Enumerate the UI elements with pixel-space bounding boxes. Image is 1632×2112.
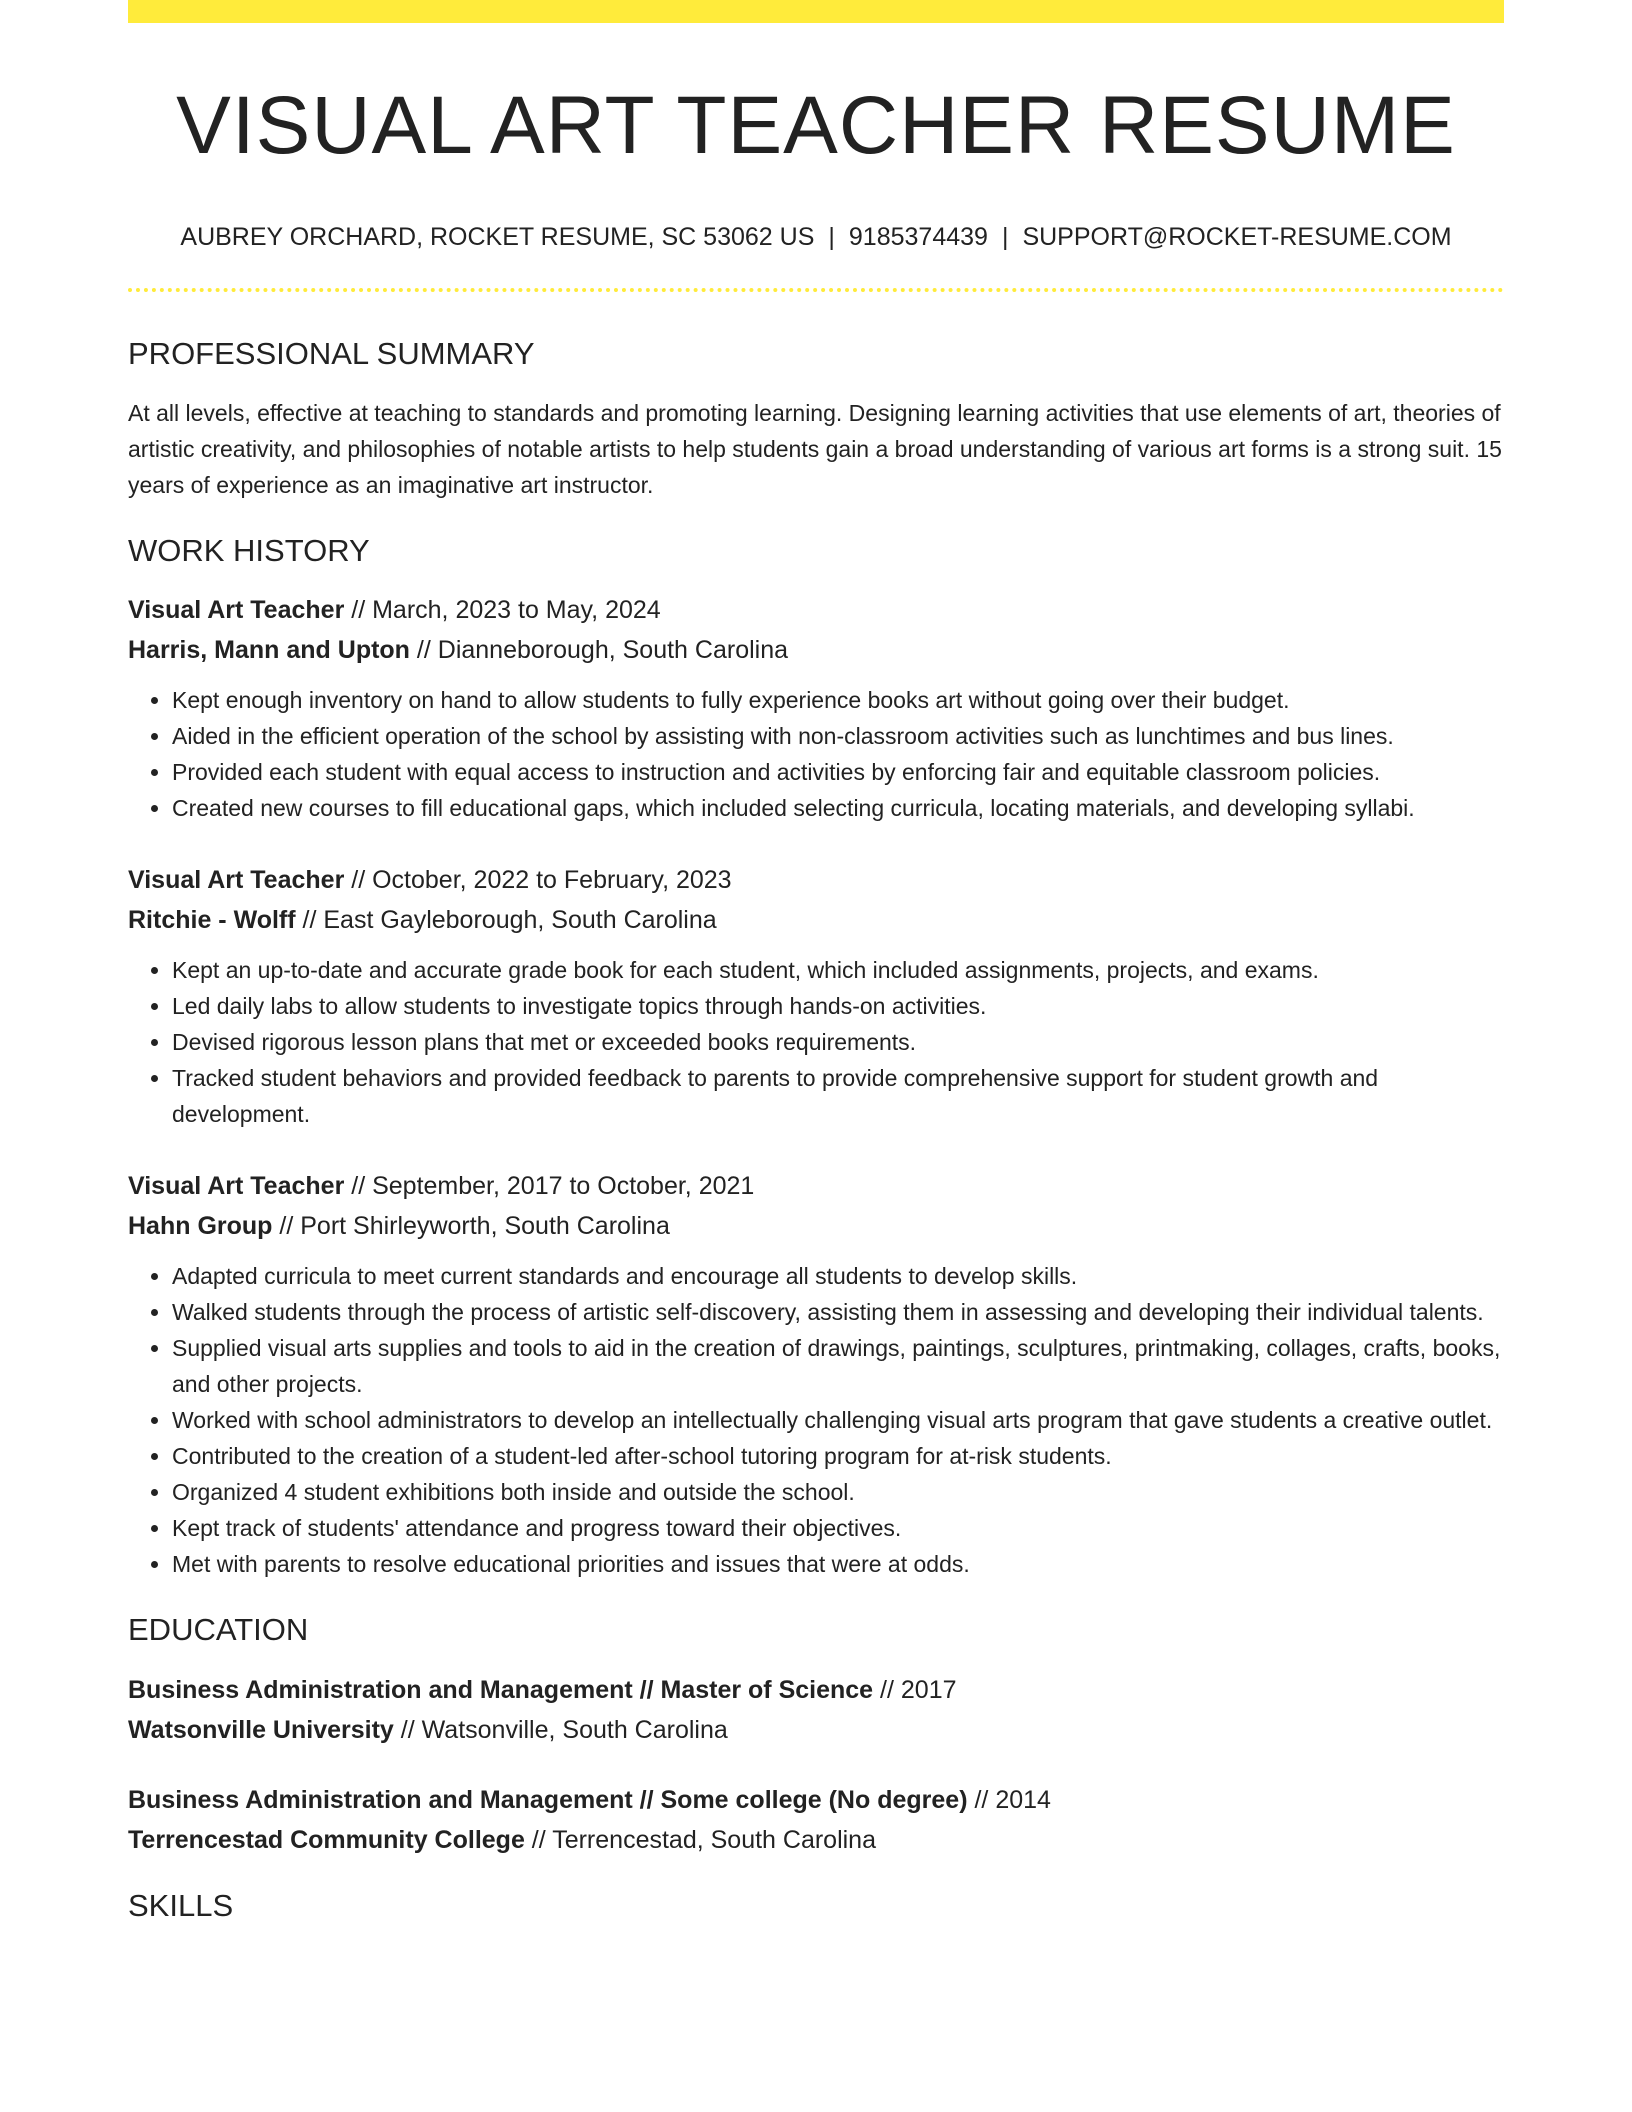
resume-page — [128, 0, 1504, 1924]
dotted-divider — [128, 288, 1504, 292]
job-dates: September, 2017 to October, 2021 — [372, 1172, 755, 1201]
job-entry — [128, 860, 1504, 1132]
education-delimiter: // — [393, 1715, 422, 1744]
job-delimiter: // — [344, 596, 373, 625]
job-bullet: • Aided in the efficient operation of the school by assisting with non-classroom activities such as lunchtimes and bus lines. — [172, 718, 1504, 754]
education-delimiter: // — [873, 1675, 901, 1704]
job-bullet: • Organized 4 student exhibitions both inside and outside the school. — [172, 1474, 1504, 1510]
contact-line — [128, 223, 1504, 252]
job-dates: March, 2023 to May, 2024 — [372, 596, 661, 625]
job-bullets — [128, 1258, 1504, 1582]
job-title: Visual Art Teacher — [128, 596, 345, 625]
job-bullet: • Provided each student with equal access to instruction and activities by enforcing fair and equitable classroom policies. — [172, 754, 1504, 790]
education-delimiter: // — [524, 1825, 553, 1854]
education-school: Terrencestad Community College — [128, 1825, 525, 1854]
education-entry — [128, 1670, 1504, 1750]
job-delimiter: // — [344, 1172, 373, 1201]
job-bullets — [128, 952, 1504, 1132]
education-school: Watsonville University — [128, 1715, 394, 1744]
job-company-line — [128, 900, 1504, 940]
contact-address: AUBREY ORCHARD, ROCKET RESUME, SC 53062 US — [180, 223, 815, 251]
contact-email: SUPPORT@ROCKET-RESUME.COM — [1022, 223, 1452, 251]
job-bullet: • Kept enough inventory on hand to allow students to fully experience books art without going over their budget. — [172, 682, 1504, 718]
job-company-line — [128, 1206, 1504, 1246]
education-year: 2017 — [900, 1675, 957, 1704]
job-location: Dianneborough, South Carolina — [437, 636, 789, 665]
job-delimiter: // — [409, 636, 438, 665]
job-bullet: • Devised rigorous lesson plans that met or exceeded books requirements. — [172, 1024, 1504, 1060]
contact-separator: | — [1001, 223, 1009, 251]
work-history-heading: WORK HISTORY — [128, 533, 370, 569]
job-title: Visual Art Teacher — [128, 1172, 345, 1201]
job-bullets — [128, 682, 1504, 826]
job-bullet: • Tracked student behaviors and provided feedback to parents to provide comprehensive support for student growth and development. — [172, 1060, 1504, 1132]
skills-heading: SKILLS — [128, 1887, 234, 1923]
education-degree: Business Administration and Management // Some college (No degree) — [128, 1785, 968, 1814]
education-heading: EDUCATION — [128, 1612, 309, 1648]
job-dates: October, 2022 to February, 2023 — [372, 866, 732, 895]
summary-text: At all levels, effective at teaching to standards and promoting learning. Designing learning activities that use elements of art, theories of artistic creativity, and philosophies of notable artists to help students gain a broad understanding of various art forms is a strong suit. 15 years of experience as an imaginative art instructor. — [128, 400, 1502, 499]
job-bullet: • Worked with school administrators to develop an intellectually challenging visual arts program that gave students a creative outlet. — [172, 1402, 1504, 1438]
job-bullet: • Created new courses to fill educational gaps, which included selecting curricula, locating materials, and developing syllabi. — [172, 790, 1504, 826]
job-bullet: • Kept an up-to-date and accurate grade book for each student, which included assignments, projects, and exams. — [172, 952, 1504, 988]
job-title-line — [128, 860, 1504, 900]
education-degree-line — [128, 1670, 1504, 1710]
job-title: Visual Art Teacher — [128, 866, 345, 895]
education-school-line — [128, 1820, 1504, 1860]
contact-separator: | — [828, 223, 835, 251]
resume-title: VISUAL ART TEACHER RESUME — [176, 80, 1456, 171]
summary-heading: PROFESSIONAL SUMMARY — [128, 336, 535, 371]
education-entry — [128, 1780, 1504, 1860]
job-entry — [128, 1166, 1504, 1582]
job-entry — [128, 590, 1504, 826]
job-company: Ritchie - Wolff — [128, 906, 296, 935]
job-delimiter: // — [272, 1212, 301, 1241]
job-location: Port Shirleyworth, South Carolina — [300, 1212, 670, 1241]
job-bullet: • Met with parents to resolve educational priorities and issues that were at odds. — [172, 1546, 1504, 1582]
job-bullet: • Kept track of students' attendance and progress toward their objectives. — [172, 1510, 1504, 1546]
education-degree: Business Administration and Management // Master of Science — [128, 1675, 874, 1704]
top-accent-bar — [128, 0, 1504, 23]
job-delimiter: // — [344, 866, 373, 895]
job-company: Hahn Group — [128, 1212, 273, 1241]
job-company-line — [128, 630, 1504, 670]
job-bullet: • Contributed to the creation of a student-led after-school tutoring program for at-risk students. — [172, 1438, 1504, 1474]
job-location: East Gayleborough, South Carolina — [323, 906, 717, 935]
job-company: Harris, Mann and Upton — [128, 636, 410, 665]
education-school-line — [128, 1710, 1504, 1750]
job-title-line — [128, 1166, 1504, 1206]
education-location: Watsonville, South Carolina — [421, 1715, 728, 1744]
contact-phone: 9185374439 — [848, 223, 988, 251]
education-delimiter: // — [967, 1785, 996, 1814]
job-delimiter: // — [295, 906, 324, 935]
education-location: Terrencestad, South Carolina — [552, 1825, 876, 1854]
education-year: 2014 — [995, 1785, 1051, 1814]
job-bullet: • Walked students through the process of artistic self-discovery, assisting them in assessing and developing their individual talents. — [172, 1294, 1504, 1330]
job-bullet: • Supplied visual arts supplies and tools to aid in the creation of drawings, paintings, sculptures, printmaking, collages, crafts, books, and other projects. — [172, 1330, 1504, 1402]
education-degree-line — [128, 1780, 1504, 1820]
job-bullet: • Led daily labs to allow students to investigate topics through hands-on activities. — [172, 988, 1504, 1024]
job-title-line — [128, 590, 1504, 630]
job-bullet: • Adapted curricula to meet current standards and encourage all students to develop skills. — [172, 1258, 1504, 1294]
